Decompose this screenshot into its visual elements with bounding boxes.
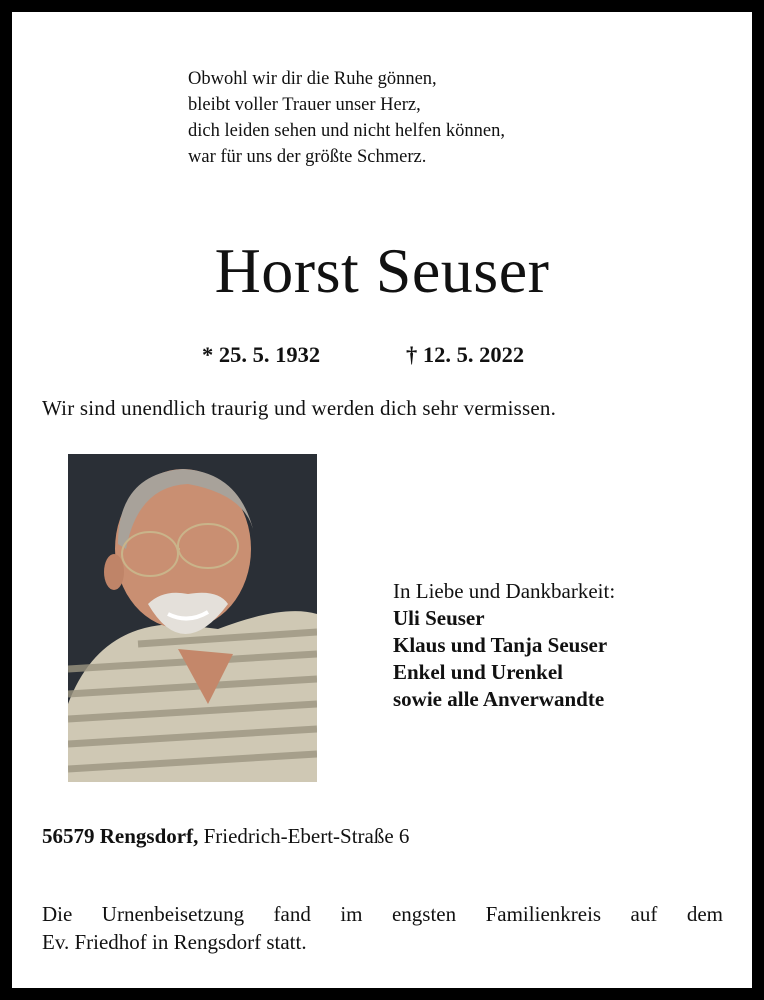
obituary-notice [12, 12, 752, 988]
signer-name: Enkel und Urenkel [393, 660, 563, 684]
portrait-photo [68, 454, 317, 782]
address [42, 824, 409, 849]
address-street: Friedrich-Ebert-Straße 6 [203, 824, 410, 848]
poem-line: Obwohl wir dir die Ruhe gönnen, [188, 69, 437, 89]
note-line: Ev. Friedhof in Rengsdorf statt. [42, 930, 307, 954]
note-line: Die Urnenbeisetzung fand im engsten Familienkreis auf dem [42, 902, 723, 926]
burial-note [42, 900, 723, 956]
signers [393, 578, 615, 713]
deceased-name: Horst Seuser [214, 235, 550, 306]
poem [188, 66, 505, 170]
death-date: † 12. 5. 2022 [406, 342, 525, 367]
message: Wir sind unendlich traurig und werden dich sehr vermissen. [42, 396, 557, 420]
birth-date: * 25. 5. 1932 [202, 342, 321, 367]
signer-name: Uli Seuser [393, 606, 485, 630]
poem-line: dich leiden sehen und nicht helfen können, [188, 121, 505, 141]
signers-intro: In Liebe und Dankbarkeit: [393, 579, 616, 603]
poem-line: bleibt voller Trauer unser Herz, [188, 95, 421, 115]
signer-name: sowie alle Anverwandte [393, 687, 605, 711]
address-city: 56579 Rengsdorf, [42, 824, 199, 848]
poem-line: war für uns der größte Schmerz. [188, 147, 427, 167]
signer-name: Klaus und Tanja Seuser [393, 633, 608, 657]
